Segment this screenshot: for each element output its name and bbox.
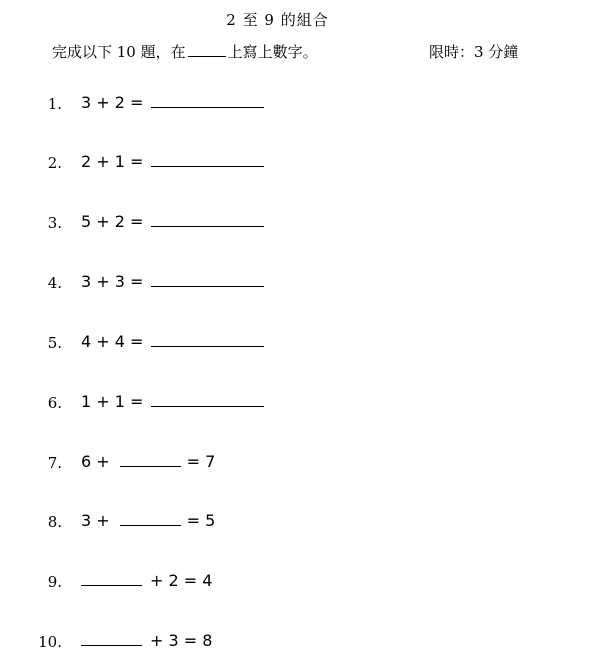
question-7 bbox=[0, 452, 600, 474]
question-expression: 6 + = 7 bbox=[81, 452, 216, 471]
question-number: 2. bbox=[47, 154, 62, 172]
answer-blank[interactable] bbox=[151, 93, 264, 108]
instructions bbox=[52, 41, 318, 62]
question-number: 4. bbox=[47, 274, 62, 292]
time-limit: 限時：3 分鐘 bbox=[429, 43, 519, 61]
answer-blank[interactable] bbox=[151, 212, 264, 227]
question-number: 6. bbox=[47, 394, 62, 412]
worksheet-title: 2 至 9 的組合 bbox=[226, 11, 329, 29]
question-5 bbox=[0, 332, 600, 354]
answer-blank[interactable] bbox=[120, 452, 181, 467]
question-6 bbox=[0, 392, 600, 414]
question-10 bbox=[0, 631, 600, 653]
answer-blank[interactable] bbox=[120, 511, 181, 526]
question-8 bbox=[0, 511, 600, 533]
question-expression: + 3 = 8 bbox=[81, 631, 212, 650]
answer-blank[interactable] bbox=[151, 272, 264, 287]
question-number: 7. bbox=[47, 454, 62, 472]
question-expression: + 2 = 4 bbox=[81, 571, 212, 590]
question-expression: 2 + 1 = bbox=[81, 152, 264, 171]
answer-blank[interactable] bbox=[151, 392, 264, 407]
question-number: 8. bbox=[47, 513, 62, 531]
instructions-text-after: 上寫上數字。 bbox=[227, 43, 318, 61]
question-number: 10. bbox=[38, 633, 62, 651]
answer-blank[interactable] bbox=[151, 332, 264, 347]
instruction-blank-example bbox=[188, 44, 226, 57]
question-3 bbox=[0, 212, 600, 234]
question-expression: 4 + 4 = bbox=[81, 332, 264, 351]
answer-blank[interactable] bbox=[81, 631, 142, 646]
question-number: 1. bbox=[47, 95, 62, 113]
question-1 bbox=[0, 93, 600, 115]
answer-blank[interactable] bbox=[81, 571, 142, 586]
question-expression: 3 + 3 = bbox=[81, 272, 264, 291]
question-expression: 5 + 2 = bbox=[81, 212, 264, 231]
question-number: 5. bbox=[47, 334, 62, 352]
question-expression: 1 + 1 = bbox=[81, 392, 264, 411]
question-number: 9. bbox=[47, 573, 62, 591]
answer-blank[interactable] bbox=[151, 152, 264, 167]
question-expression: 3 + 2 = bbox=[81, 93, 264, 112]
question-4 bbox=[0, 272, 600, 294]
question-expression: 3 + = 5 bbox=[81, 511, 216, 530]
question-2 bbox=[0, 152, 600, 174]
instructions-text-before: 完成以下 10 題，在 bbox=[52, 43, 186, 61]
question-number: 3. bbox=[47, 214, 62, 232]
question-9 bbox=[0, 571, 600, 593]
